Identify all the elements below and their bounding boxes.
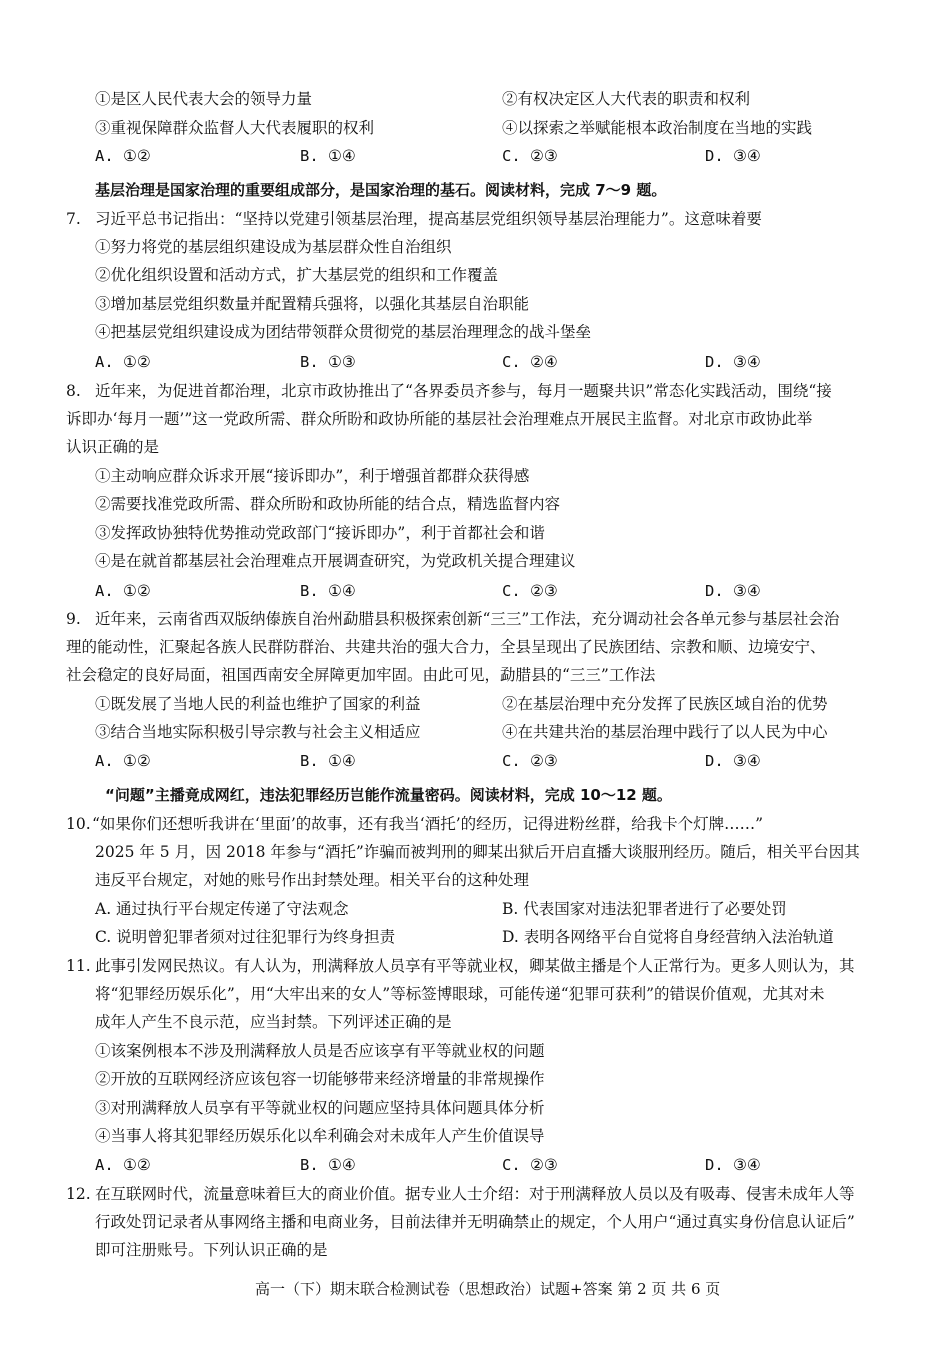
q7-option-3: ③增加基层党组织数量并配置精兵强将，以强化其基层自治职能: [95, 295, 530, 313]
q7-choice-c: C. ②④: [502, 353, 558, 371]
q11-stem-line-1: 此事引发网民热议。有人认为，刑满释放人员享有平等就业权，卿某做主播是个人正常行为。更多人则认为，其: [95, 957, 855, 975]
q9-option-2: ②在基层治理中充分发挥了民族区域自治的优势: [502, 695, 828, 713]
q11-choice-d: D. ③④: [705, 1156, 761, 1174]
q10-stem-line-3: 违反平台规定，对她的账号作出封禁处理。相关平台的这种处理: [95, 871, 530, 889]
q11-option-2: ②开放的互联网经济应该包容一切能够带来经济增量的非常规操作: [95, 1070, 545, 1088]
q6-option-4: ④以探索之举赋能根本政治制度在当地的实践: [502, 119, 813, 137]
q6-option-2: ②有权决定区人大代表的职责和权利: [502, 90, 751, 108]
q10-stem-line-1: “如果你们还想听我讲在‘里面’的故事，还有我当‘酒托’的经历，记得进粉丝群，给我卡个灯牌……”: [92, 815, 764, 833]
q11-option-1: ①该案例根本不涉及刑满释放人员是否应该享有平等就业权的问题: [95, 1042, 545, 1060]
q7-option-4: ④把基层党组织建设成为团结带领群众贯彻党的基层治理理念的战斗堡垒: [95, 323, 592, 341]
q6-option-3: ③重视保障群众监督人大代表履职的权利: [95, 119, 375, 137]
q11-option-4: ④当事人将其犯罪经历娱乐化以牟利确会对未成年人产生价值误导: [95, 1127, 545, 1145]
q11-option-3: ③对刑满释放人员享有平等就业权的问题应坚持具体问题具体分析: [95, 1099, 545, 1117]
q10-choice-d: D. 表明各网络平台自觉将自身经营纳入法治轨道: [502, 928, 834, 946]
q8-option-1: ①主动响应群众诉求开展“接诉即办”，利于增强首都群众获得感: [95, 467, 530, 485]
page-footer: 高一（下）期末联合检测试卷（思想政治）试题+答案 第 2 页 共 6 页: [255, 1280, 721, 1298]
q7-option-1: ①努力将党的基层组织建设成为基层群众性自治组织: [95, 238, 452, 256]
q11-choice-a: A. ①②: [95, 1156, 151, 1174]
q9-choice-b: B. ①④: [300, 752, 356, 770]
q11-choice-c: C. ②③: [502, 1156, 558, 1174]
q10-choice-c: C. 说明曾犯罪者须对过往犯罪行为终身担责: [95, 928, 396, 946]
section-intro-10-12: “问题”主播竟成网红，违法犯罪经历岂能作流量密码。阅读材料，完成 10～12 题。: [105, 786, 672, 804]
q8-choice-a: A. ①②: [95, 582, 151, 600]
q7-option-2: ②优化组织设置和活动方式，扩大基层党的组织和工作覆盖: [95, 266, 499, 284]
q7-choice-a: A. ①②: [95, 353, 151, 371]
q11-number: 11.: [66, 957, 91, 975]
q8-option-4: ④是在就首都基层社会治理难点开展调查研究，为党政机关提合理建议: [95, 552, 576, 570]
q8-choice-d: D. ③④: [705, 582, 761, 600]
q9-stem-line-1: 近年来，云南省西双版纳傣族自治州勐腊县积极探索创新“三三”工作法，充分调动社会各单元参与基层社会治: [95, 610, 840, 628]
q7-number: 7.: [66, 210, 81, 228]
q8-choice-c: C. ②③: [502, 582, 558, 600]
q8-stem-line-2: 诉即办‘每月一题’”这一党政所需、群众所盼和政协所能的基层社会治理难点开展民主监督。对北京市政协此举: [66, 410, 813, 428]
q8-stem-line-3: 认识正确的是: [66, 438, 160, 456]
q8-stem-line-1: 近年来，为促进首都治理，北京市政协推出了“各界委员齐参与，每月一题聚共识”常态化实践活动，围绕“接: [95, 382, 832, 400]
q6-choice-a: A. ①②: [95, 147, 151, 165]
q7-stem: 习近平总书记指出：“坚持以党建引领基层治理，提高基层党组织领导基层治理能力”。这意味着要: [95, 210, 762, 228]
q9-stem-line-2: 理的能动性，汇聚起各族人民群防群治、共建共治的强大合力，全县呈现出了民族团结、宗教和顺、边境安宁、: [66, 638, 826, 656]
q12-stem-line-1: 在互联网时代，流量意味着巨大的商业价值。据专业人士介绍：对于刑满释放人员以及有吸毒、侵害未成年人等: [95, 1185, 855, 1203]
q11-choice-b: B. ①④: [300, 1156, 356, 1174]
q9-choice-a: A. ①②: [95, 752, 151, 770]
q9-number: 9.: [66, 610, 81, 628]
q9-option-4: ④在共建共治的基层治理中践行了以人民为中心: [502, 723, 828, 741]
q9-stem-line-3: 社会稳定的良好局面，祖国西南安全屏障更加牢固。由此可见，勐腊县的“三三”工作法: [66, 666, 656, 684]
q12-stem-line-2: 行政处罚记录者从事网络主播和电商业务，目前法律并无明确禁止的规定，个人用户“通过真实身份信息认证后”: [95, 1213, 855, 1231]
q10-stem-line-2: 2025 年 5 月，因 2018 年参与“酒托”诈骗而被判刑的卿某出狱后开启直播大谈服刑经历。随后，相关平台因其: [95, 843, 860, 861]
q8-choice-b: B. ①④: [300, 582, 356, 600]
q6-choice-d: D. ③④: [705, 147, 761, 165]
q9-option-3: ③结合当地实际积极引导宗教与社会主义相适应: [95, 723, 421, 741]
q10-choice-a: A. 通过执行平台规定传递了守法观念: [95, 900, 349, 918]
q12-stem-line-3: 即可注册账号。下列认识正确的是: [95, 1241, 328, 1259]
q11-stem-line-2: 将“犯罪经历娱乐化”，用“大牢出来的女人”等标签博眼球，可能传递“犯罪可获利”的错误价值观，尤其对未: [95, 985, 825, 1003]
section-intro-7-9: 基层治理是国家治理的重要组成部分，是国家治理的基石。阅读材料，完成 7～9 题。: [95, 181, 667, 199]
q10-choice-b: B. 代表国家对违法犯罪者进行了必要处罚: [502, 900, 787, 918]
q8-option-3: ③发挥政协独特优势推动党政部门“接诉即办”，利于首都社会和谐: [95, 524, 545, 542]
q8-number: 8.: [66, 382, 81, 400]
q7-choice-d: D. ③④: [705, 353, 761, 371]
q9-choice-c: C. ②③: [502, 752, 558, 770]
q8-option-2: ②需要找准党政所需、群众所盼和政协所能的结合点，精选监督内容: [95, 495, 561, 513]
q6-option-1: ①是区人民代表大会的领导力量: [95, 90, 313, 108]
q9-option-1: ①既发展了当地人民的利益也维护了国家的利益: [95, 695, 421, 713]
q12-number: 12.: [66, 1185, 91, 1203]
q9-choice-d: D. ③④: [705, 752, 761, 770]
q6-choice-b: B. ①④: [300, 147, 356, 165]
q11-stem-line-3: 成年人产生不良示范，应当封禁。下列评述正确的是: [95, 1013, 452, 1031]
q10-number: 10.: [66, 815, 91, 833]
q7-choice-b: B. ①③: [300, 353, 356, 371]
q6-choice-c: C. ②③: [502, 147, 558, 165]
